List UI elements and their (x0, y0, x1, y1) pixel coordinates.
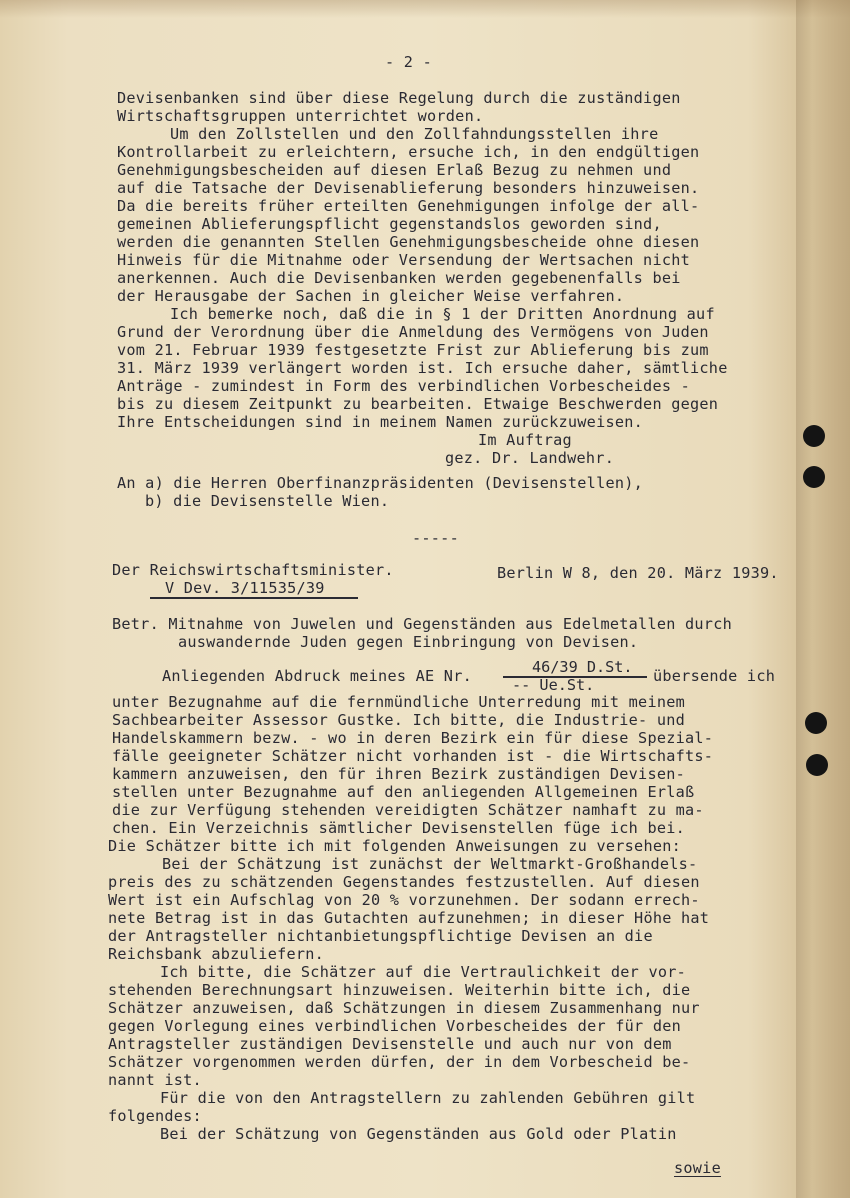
text-line: werden die genannten Stellen Genehmigungsbescheide ohne diesen (117, 233, 700, 251)
text-line: Für die von den Antragstellern zu zahlenden Gebühren gilt (160, 1089, 696, 1107)
text-line: der Herausgabe der Sachen in gleicher Weise verfahren. (117, 287, 625, 305)
text-line: preis des zu schätzenden Gegenstandes festzustellen. Auf diesen (108, 873, 700, 891)
place-date: Berlin W 8, den 20. März 1939. (497, 564, 779, 582)
text-line: nannt ist. (108, 1071, 202, 1089)
fraction-denominator: -- Ue.St. (512, 676, 595, 694)
text-line: Ich bemerke noch, daß die in § 1 der Dritten Anordnung auf (170, 305, 715, 323)
recipients-line: b) die Devisenstelle Wien. (145, 492, 390, 510)
reference-underline (150, 597, 358, 599)
text-line: der Antragsteller nichtanbietungspflichtige Devisen an die (108, 927, 653, 945)
punch-hole (806, 754, 828, 776)
text-line: gemeinen Ablieferungspflicht gegenstandslos geworden sind, (117, 215, 662, 233)
text-line: Die Schätzer bitte ich mit folgenden Anweisungen zu versehen: (108, 837, 682, 855)
text-line: Bei der Schätzung ist zunächst der Weltmarkt-Großhandels- (162, 855, 698, 873)
recipients-line: An a) die Herren Oberfinanzpräsidenten (Devisenstellen), (117, 474, 644, 492)
text-line: Grund der Verordnung über die Anmeldung des Vermögens von Juden (117, 323, 709, 341)
text-line: Anliegenden Abdruck meines AE Nr. (162, 667, 472, 685)
text-line: Anträge - zumindest in Form des verbindlichen Vorbescheides - (117, 377, 691, 395)
text-line: Schätzer vorgenommen werden dürfen, der in dem Vorbescheid be- (108, 1053, 691, 1071)
text-line: stehenden Berechnungsart hinzuweisen. Weiterhin bitte ich, die (108, 981, 691, 999)
text-line: Da die bereits früher erteilten Genehmigungen infolge der all- (117, 197, 700, 215)
signature-line: Im Auftrag (478, 431, 572, 449)
separator: ----- (412, 529, 459, 547)
text-line: 31. März 1939 verlängert worden ist. Ich ersuche daher, sämtliche (117, 359, 728, 377)
text-line: chen. Ein Verzeichnis sämtlicher Devisenstellen füge ich bei. (112, 819, 686, 837)
text-line: Genehmigungsbescheiden auf diesen Erlaß Bezug zu nehmen und (117, 161, 672, 179)
text-line: Devisenbanken sind über diese Regelung durch die zuständigen (117, 89, 681, 107)
text-line: unter Bezugnahme auf die fernmündliche Unterredung mit meinem (112, 693, 686, 711)
text-line: anerkennen. Auch die Devisenbanken werden gegebenenfalls bei (117, 269, 681, 287)
text-line: Hinweis für die Mitnahme oder Versendung der Wertsachen nicht (117, 251, 691, 269)
text-line: Bei der Schätzung von Gegenständen aus Gold oder Platin (160, 1125, 677, 1143)
text-line: gegen Vorlegung eines verbindlichen Vorbescheides der für den (108, 1017, 682, 1035)
punch-hole (803, 425, 825, 447)
paper-shadow (0, 0, 850, 18)
fraction-numerator: 46/39 D.St. (532, 658, 633, 676)
text-line: kammern anzuweisen, den für ihren Bezirk zuständigen Devisen- (112, 765, 686, 783)
text-line: Sachbearbeiter Assessor Gustke. Ich bitte, die Industrie- und (112, 711, 686, 729)
text-line: auf die Tatsache der Devisenablieferung besonders hinzuweisen. (117, 179, 700, 197)
text-line: stellen unter Bezugnahme auf den anliegenden Allgemeinen Erlaß (112, 783, 695, 801)
text-line: Schätzer anzuweisen, daß Schätzungen in diesem Zusammenhang nur (108, 999, 700, 1017)
text-line: nete Betrag ist in das Gutachten aufzunehmen; in dieser Höhe hat (108, 909, 710, 927)
text-line: übersende ich (653, 667, 776, 685)
text-line: Ich bitte, die Schätzer auf die Vertraulichkeit der vor- (160, 963, 687, 981)
text-line: Kontrollarbeit zu erleichtern, ersuche ich, in den endgültigen (117, 143, 700, 161)
signature-name: gez. Dr. Landwehr. (445, 449, 615, 467)
text-line: folgendes: (108, 1107, 202, 1125)
reference-number: V Dev. 3/11535/39 (165, 579, 325, 597)
page-fold (796, 0, 850, 1198)
sender: Der Reichswirtschaftsminister. (112, 561, 394, 579)
text-line: Um den Zollstellen und den Zollfahndungsstellen ihre (170, 125, 659, 143)
text-line: fälle geeigneter Schätzer nicht vorhanden ist - die Wirtschafts- (112, 747, 714, 765)
text-line: die zur Verfügung stehenden vereidigten Schätzer namhaft zu ma- (112, 801, 704, 819)
text-line: bis zu diesem Zeitpunkt zu bearbeiten. Etwaige Beschwerden gegen (117, 395, 719, 413)
page-number: - 2 - (385, 53, 432, 71)
text-line: vom 21. Februar 1939 festgesetzte Frist zur Ablieferung bis zum (117, 341, 709, 359)
text-line: Antragsteller zuständigen Devisenstelle und auch nur von dem (108, 1035, 672, 1053)
subject-line: auswandernde Juden gegen Einbringung von Devisen. (178, 633, 639, 651)
catchword: sowie (674, 1159, 721, 1177)
text-line: Reichsbank abzuliefern. (108, 945, 325, 963)
text-line: Wert ist ein Aufschlag von 20 % vorzunehmen. Der sodann errech- (108, 891, 700, 909)
text-line: Handelskammern bezw. - wo in deren Bezirk ein für diese Spezial- (112, 729, 714, 747)
punch-hole (805, 712, 827, 734)
text-line: Ihre Entscheidungen sind in meinem Namen zurückzuweisen. (117, 413, 644, 431)
text-line: Wirtschaftsgruppen unterrichtet worden. (117, 107, 484, 125)
subject-line: Betr. Mitnahme von Juwelen und Gegenständen aus Edelmetallen durch (112, 615, 732, 633)
punch-hole (803, 466, 825, 488)
